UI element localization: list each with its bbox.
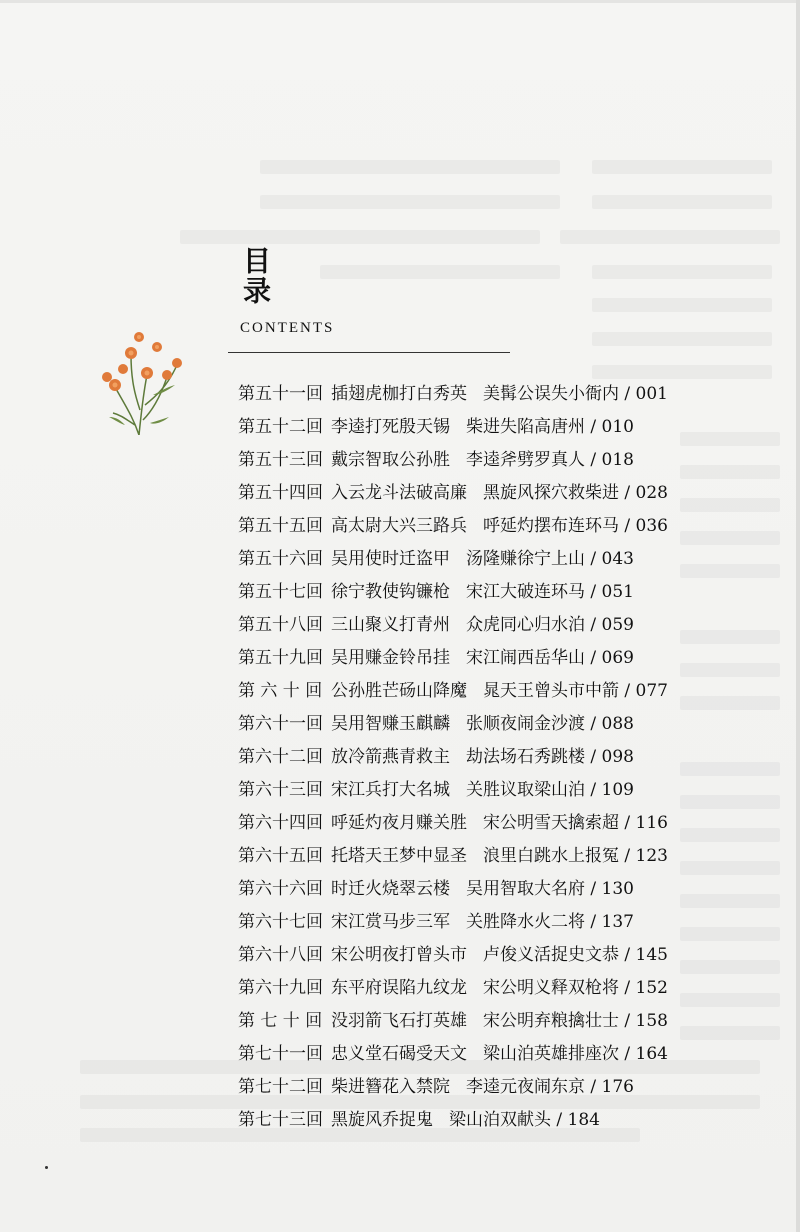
chapter-title-second-line: 黑旋风探穴救柴进	[483, 483, 619, 503]
toc-entry[interactable]	[238, 609, 758, 642]
chapter-title-first-line: 三山聚义打青州	[331, 615, 450, 635]
page-separator: /	[585, 549, 602, 569]
page-separator: /	[619, 846, 636, 866]
page-separator: /	[619, 945, 636, 965]
chapter-title-second-line: 宋公明弃粮擒壮士	[483, 1011, 619, 1031]
toc-entry[interactable]	[238, 543, 758, 576]
page-number: 158	[635, 1011, 668, 1031]
page-subtitle: CONTENTS	[240, 320, 335, 336]
chapter-number: 第 六 十 回	[238, 681, 323, 701]
toc-entry[interactable]	[238, 1071, 758, 1104]
toc-entry[interactable]	[238, 708, 758, 741]
chapter-title-first-line: 公孙胜芒砀山降魔	[331, 681, 467, 701]
chapter-title-second-line: 关胜降水火二将	[466, 912, 585, 932]
chapter-title-first-line: 呼延灼夜月赚关胜	[331, 813, 467, 833]
chapter-title-second-line: 卢俊义活捉史文恭	[483, 945, 619, 965]
chapter-number: 第五十一回	[238, 384, 323, 404]
page-separator: /	[619, 516, 636, 536]
chapter-number: 第五十九回	[238, 648, 323, 668]
page-number: 001	[635, 384, 668, 404]
chapter-title-second-line: 众虎同心归水泊	[466, 615, 585, 635]
chapter-title-first-line: 东平府误陷九纹龙	[331, 978, 467, 998]
chapter-number: 第六十九回	[238, 978, 323, 998]
page-number: 184	[567, 1110, 600, 1130]
chapter-title-first-line: 宋江赏马步三军	[331, 912, 450, 932]
page-separator: /	[585, 1077, 602, 1097]
page-number: 176	[601, 1077, 634, 1097]
chapter-number: 第五十六回	[238, 549, 323, 569]
page-number: 164	[635, 1044, 668, 1064]
chapter-number: 第六十四回	[238, 813, 323, 833]
page-number: 010	[601, 417, 634, 437]
chapter-title-second-line: 汤隆赚徐宁上山	[466, 549, 585, 569]
page-number: 036	[635, 516, 668, 536]
page-separator: /	[585, 780, 602, 800]
page-number: 043	[601, 549, 634, 569]
page-number: 077	[635, 681, 668, 701]
chapter-title-second-line: 宋江大破连环马	[466, 582, 585, 602]
chapter-number: 第五十二回	[238, 417, 323, 437]
toc-entry[interactable]	[238, 807, 758, 840]
page-number: 059	[601, 615, 634, 635]
chapter-title-second-line: 宋江闹西岳华山	[466, 648, 585, 668]
chapter-title-first-line: 吴用智赚玉麒麟	[331, 714, 450, 734]
toc-entry[interactable]	[238, 873, 758, 906]
page-title: 目录	[239, 246, 272, 306]
page-separator: /	[551, 1110, 568, 1130]
chapter-number: 第七十一回	[238, 1044, 323, 1064]
chapter-title-second-line: 劫法场石秀跳楼	[466, 747, 585, 767]
page-separator: /	[585, 450, 602, 470]
page-separator: /	[619, 681, 636, 701]
page-number: 145	[635, 945, 668, 965]
chapter-title-first-line: 忠义堂石碣受天文	[331, 1044, 467, 1064]
chapter-title-first-line: 柴进簪花入禁院	[331, 1077, 450, 1097]
toc-entry[interactable]	[238, 444, 758, 477]
page-number: 130	[601, 879, 634, 899]
chapter-title-first-line: 宋公明夜打曾头市	[331, 945, 467, 965]
chapter-number: 第七十二回	[238, 1077, 323, 1097]
toc-entry[interactable]	[238, 741, 758, 774]
page-number: 137	[601, 912, 634, 932]
chapter-title-second-line: 李逵斧劈罗真人	[466, 450, 585, 470]
chapter-title-first-line: 高太尉大兴三路兵	[331, 516, 467, 536]
page-separator: /	[585, 714, 602, 734]
page-separator: /	[619, 813, 636, 833]
toc-entry[interactable]	[238, 378, 758, 411]
chapter-title-second-line: 吴用智取大名府	[466, 879, 585, 899]
page-mark	[45, 1166, 48, 1169]
chapter-number: 第五十八回	[238, 615, 323, 635]
chapter-number: 第 七 十 回	[238, 1011, 323, 1031]
chapter-number: 第五十三回	[238, 450, 323, 470]
toc-entry[interactable]	[238, 1104, 758, 1137]
chapter-number: 第五十四回	[238, 483, 323, 503]
page-separator: /	[619, 384, 636, 404]
chapter-number: 第七十三回	[238, 1110, 323, 1130]
page-separator: /	[619, 1044, 636, 1064]
chapter-title-second-line: 梁山泊双献头	[449, 1110, 551, 1130]
page-number: 152	[635, 978, 668, 998]
page-separator: /	[585, 879, 602, 899]
chapter-title-second-line: 宋公明雪天擒索超	[483, 813, 619, 833]
page-separator: /	[585, 582, 602, 602]
chapter-number: 第六十三回	[238, 780, 323, 800]
chapter-title-first-line: 时迁火烧翠云楼	[331, 879, 450, 899]
chapter-title-second-line: 梁山泊英雄排座次	[483, 1044, 619, 1064]
chapter-title-first-line: 没羽箭飞石打英雄	[331, 1011, 467, 1031]
chapter-number: 第六十八回	[238, 945, 323, 965]
page-number: 123	[635, 846, 668, 866]
chapter-title-second-line: 晁天王曾头市中箭	[483, 681, 619, 701]
page-number: 028	[635, 483, 668, 503]
chapter-title-first-line: 吴用使时迁盗甲	[331, 549, 450, 569]
chapter-title-first-line: 放冷箭燕青救主	[331, 747, 450, 767]
chapter-title-first-line: 黑旋风乔捉鬼	[331, 1110, 433, 1130]
chapter-number: 第六十一回	[238, 714, 323, 734]
page-separator: /	[585, 615, 602, 635]
chapter-title-second-line: 柴进失陷高唐州	[466, 417, 585, 437]
chapter-title-second-line: 张顺夜闹金沙渡	[466, 714, 585, 734]
page-number: 069	[601, 648, 634, 668]
chapter-number: 第五十五回	[238, 516, 323, 536]
page-separator: /	[585, 417, 602, 437]
chapter-title-first-line: 入云龙斗法破高廉	[331, 483, 467, 503]
toc-entry[interactable]	[238, 972, 758, 1005]
toc-entry[interactable]	[238, 642, 758, 675]
page-edge-top	[0, 0, 800, 3]
chapter-title-second-line: 李逵元夜闹东京	[466, 1077, 585, 1097]
chapter-title-first-line: 徐宁教使钩镰枪	[331, 582, 450, 602]
page-number: 109	[601, 780, 634, 800]
chapter-title-first-line: 李逵打死殷天锡	[331, 417, 450, 437]
page-number: 116	[635, 813, 668, 833]
page-separator: /	[585, 648, 602, 668]
page-number: 018	[601, 450, 634, 470]
table-of-contents	[238, 378, 758, 1137]
page-number: 051	[601, 582, 634, 602]
page-separator: /	[585, 747, 602, 767]
chapter-title-second-line: 浪里白跳水上报冤	[483, 846, 619, 866]
title-divider	[228, 352, 510, 353]
chapter-number: 第六十五回	[238, 846, 323, 866]
chapter-title-first-line: 吴用赚金铃吊挂	[331, 648, 450, 668]
chapter-number: 第五十七回	[238, 582, 323, 602]
toc-entry[interactable]	[238, 906, 758, 939]
chapter-title-first-line: 托塔天王梦中显圣	[331, 846, 467, 866]
chapter-number: 第六十二回	[238, 747, 323, 767]
page-number: 098	[601, 747, 634, 767]
toc-entry[interactable]	[238, 840, 758, 873]
chapter-title-second-line: 宋公明义释双枪将	[483, 978, 619, 998]
page-edge-right	[796, 0, 800, 1232]
page-separator: /	[619, 483, 636, 503]
chapter-title-first-line: 宋江兵打大名城	[331, 780, 450, 800]
chapter-number: 第六十六回	[238, 879, 323, 899]
page-separator: /	[619, 1011, 636, 1031]
toc-entry[interactable]	[238, 576, 758, 609]
page-number: 088	[601, 714, 634, 734]
chapter-title-first-line: 戴宗智取公孙胜	[331, 450, 450, 470]
toc-entry[interactable]	[238, 411, 758, 444]
chapter-title-second-line: 关胜议取梁山泊	[466, 780, 585, 800]
toc-entry[interactable]	[238, 774, 758, 807]
toc-entry[interactable]	[238, 1005, 758, 1038]
toc-entry[interactable]	[238, 939, 758, 972]
chapter-title-second-line: 美髯公误失小衙内	[483, 384, 619, 404]
toc-entry[interactable]	[238, 1038, 758, 1071]
toc-entry[interactable]	[238, 510, 758, 543]
chapter-title-first-line: 插翅虎枷打白秀英	[331, 384, 467, 404]
chapter-number: 第六十七回	[238, 912, 323, 932]
flower-illustration	[95, 325, 185, 435]
page-separator: /	[619, 978, 636, 998]
page-separator: /	[585, 912, 602, 932]
toc-entry[interactable]	[238, 675, 758, 708]
toc-entry[interactable]	[238, 477, 758, 510]
chapter-title-second-line: 呼延灼摆布连环马	[483, 516, 619, 536]
